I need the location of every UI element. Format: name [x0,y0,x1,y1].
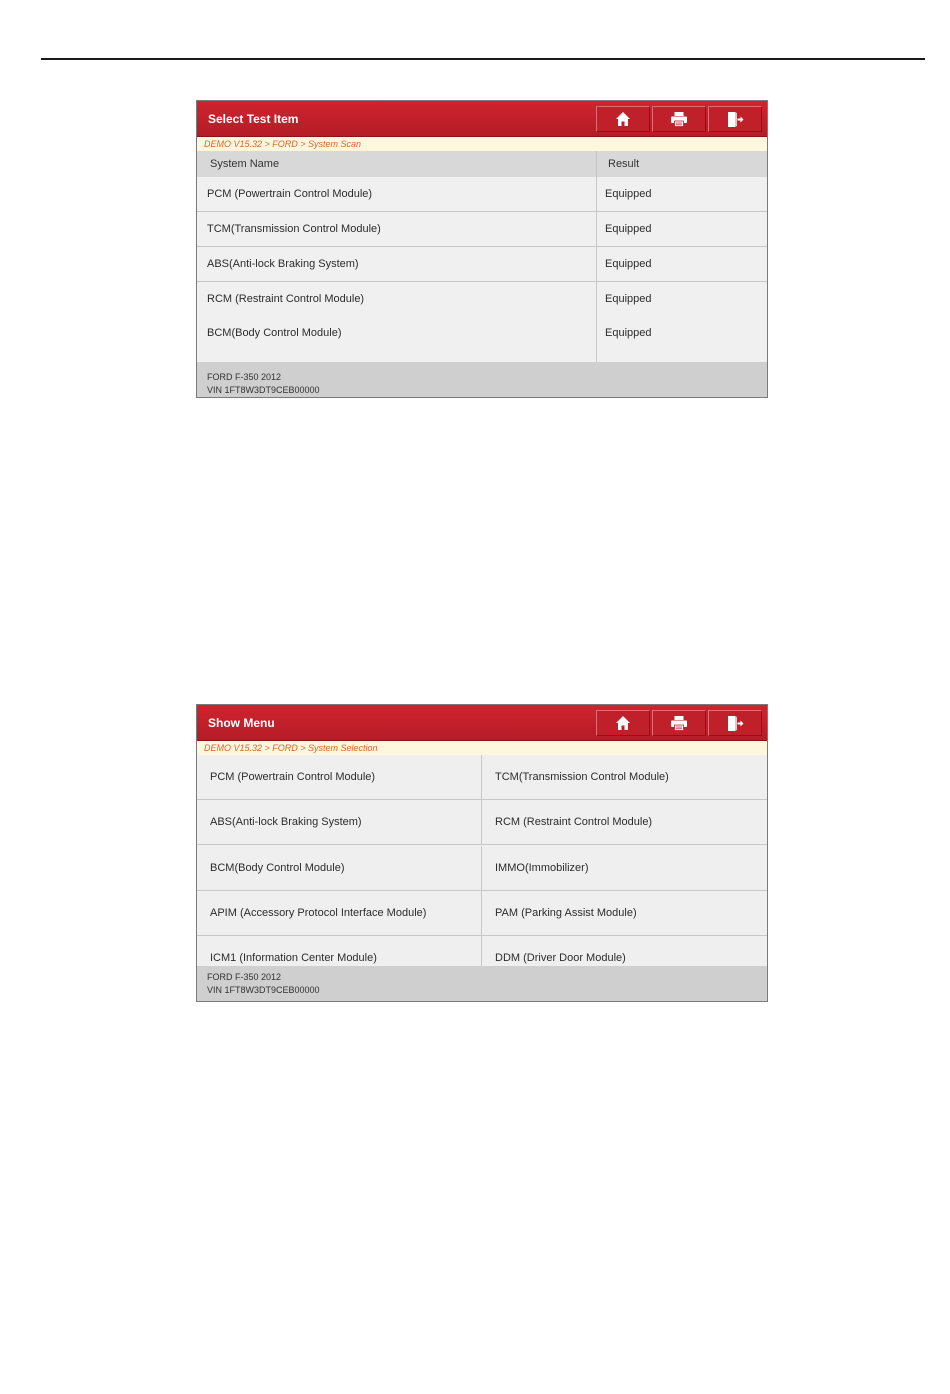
result-cell: Equipped [605,188,652,200]
column-divider [596,247,597,281]
home-button[interactable] [596,106,650,132]
column-header-system-name: System Name [210,158,280,170]
table-row[interactable] [197,282,767,317]
menu-item-bcm[interactable]: BCM(Body Control Module) [197,846,482,891]
menu-item-apim[interactable]: APIM (Accessory Protocol Interface Module) [197,891,482,936]
table-row[interactable] [197,316,767,351]
column-divider [596,282,597,316]
vehicle-vin: VIN 1FT8W3DT9CEB00000 [207,385,320,395]
menu-item-pcm[interactable]: PCM (Powertrain Control Module) [197,755,482,800]
system-name-cell: PCM (Powertrain Control Module) [207,188,373,200]
table-row[interactable] [197,177,767,212]
title-bar [197,705,767,741]
vehicle-model: FORD F-350 2012 [207,372,282,382]
breadcrumb: DEMO V15.32 > FORD > System Scan [197,137,767,151]
table-row[interactable] [197,212,767,247]
column-divider [596,177,597,211]
vehicle-info-footer [197,362,767,397]
result-cell: Equipped [605,293,652,305]
screen-title: Select Test Item [208,112,299,126]
print-button[interactable] [652,106,706,132]
exit-icon [726,715,744,732]
system-name-cell: RCM (Restraint Control Module) [207,293,365,305]
screen-title: Show Menu [208,716,275,730]
print-icon [670,111,688,127]
column-divider [596,212,597,246]
select-test-item-screen [196,100,768,398]
system-name-cell: BCM(Body Control Module) [207,327,342,339]
page-header-rule [41,58,925,60]
system-menu-grid [197,755,767,966]
vehicle-vin: VIN 1FT8W3DT9CEB00000 [207,985,320,995]
exit-icon [726,111,744,128]
column-header-result: Result [608,158,640,170]
print-button[interactable] [652,710,706,736]
menu-item-tcm[interactable]: TCM(Transmission Control Module) [482,755,767,800]
result-cell: Equipped [605,223,652,235]
menu-item-abs[interactable]: ABS(Anti-lock Braking System) [197,800,482,845]
table-header [197,151,767,177]
print-icon [670,715,688,731]
show-menu-screen [196,704,768,1002]
result-cell: Equipped [605,327,652,339]
system-name-cell: ABS(Anti-lock Braking System) [207,258,359,270]
menu-item-pam[interactable]: PAM (Parking Assist Module) [482,891,767,936]
menu-item-icm1[interactable]: ICM1 (Information Center Module) [197,936,482,966]
table-row[interactable] [197,247,767,282]
exit-button[interactable] [708,710,762,736]
vehicle-info-footer [197,966,767,1001]
system-name-cell: TCM(Transmission Control Module) [207,223,381,235]
menu-item-ddm[interactable]: DDM (Driver Door Module) [495,952,626,964]
menu-item-immo[interactable]: IMMO(Immobilizer) [482,846,767,891]
home-button[interactable] [596,710,650,736]
menu-item-rcm[interactable]: RCM (Restraint Control Module) [482,800,767,845]
result-cell: Equipped [605,258,652,270]
vehicle-model: FORD F-350 2012 [207,972,282,982]
column-divider [596,151,597,177]
breadcrumb: DEMO V15.32 > FORD > System Selection [197,741,767,755]
home-icon [615,111,631,127]
exit-button[interactable] [708,106,762,132]
home-icon [615,715,631,731]
title-bar [197,101,767,137]
column-divider [596,316,597,350]
